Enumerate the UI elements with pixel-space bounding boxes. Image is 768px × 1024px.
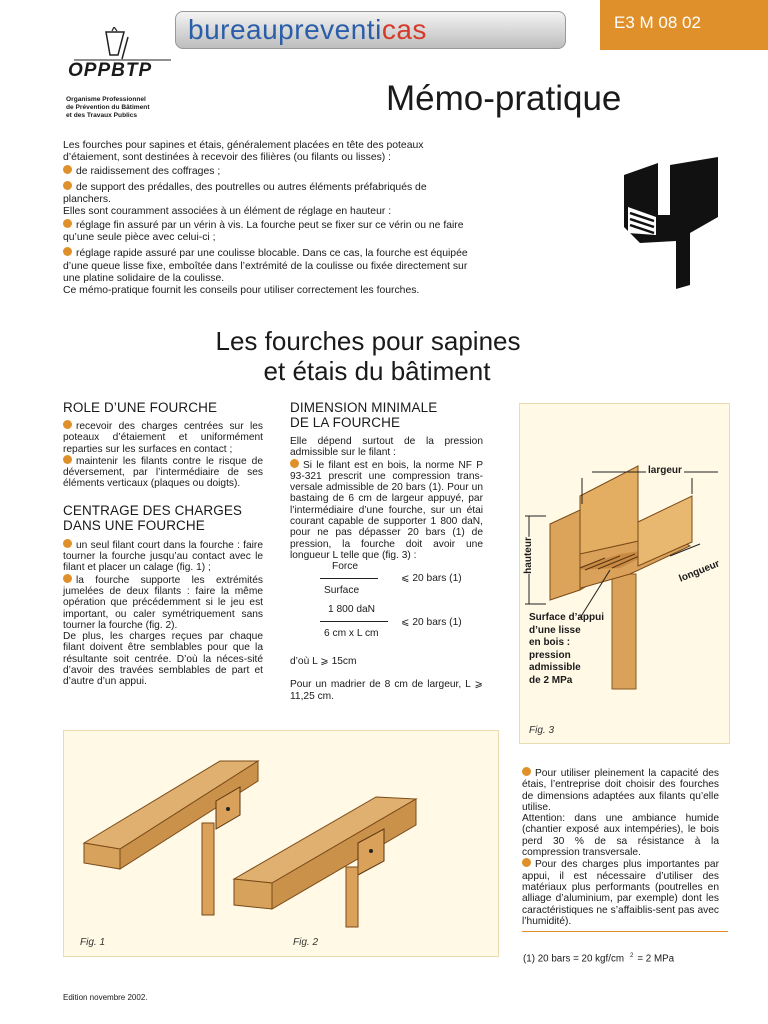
column-right	[522, 767, 719, 927]
bullet-icon	[63, 247, 72, 256]
intro-p1: Les fourches pour sapines et étais, généralement placées en tête des poteaux d’étaiement, sont destinées à recevoir des filières (ou filants ou lisses) :	[63, 140, 424, 164]
bullet-icon	[63, 539, 72, 548]
intro-block	[63, 140, 475, 298]
footnote: (1) 20 bars = 20 kgf/cm $^2$ = 2 MPa	[523, 953, 675, 965]
org-name	[66, 96, 150, 121]
formula-1-rhs: ⩽ 20 bars (1)	[401, 573, 462, 584]
label-largeur: largeur	[648, 465, 682, 476]
banner-text-main: bureaupreventi	[188, 14, 382, 45]
figures-1-2	[63, 730, 499, 957]
heading-dimension: DIMENSION MINIMALE DE LA FOURCHE	[290, 400, 438, 430]
main-title	[198, 326, 538, 386]
label-hauteur: hauteur	[522, 537, 534, 574]
intro-p2: Elles sont couramment associées à un élément de réglage en hauteur :	[63, 206, 392, 218]
intro-bullet-3: réglage fin assuré par un vérin à vis. La fourche peut se fixer sur ce vérin ou ne faire qu’une seule pièce avec celui-ci ;	[63, 219, 464, 244]
role-bullet-2: maintenir les filants contre le risque de déversement, par l’intermédiaire de ses éléments verticaux (plaques ou doigts).	[63, 455, 263, 490]
bullet-icon	[522, 858, 531, 867]
formula-1-denominator: Surface	[324, 585, 360, 596]
edition-note: Edition novembre 2002.	[63, 993, 148, 1002]
bullet-icon	[63, 181, 72, 190]
column-middle	[290, 400, 483, 561]
formula-2-denominator: 6 cm x L cm	[324, 628, 379, 639]
banner	[175, 11, 566, 49]
beam-fork-diagrams-icon	[64, 731, 498, 956]
right-bullet-3: Pour des charges plus importantes par appui, il est nécessaire d’utiliser des matériaux plus performants (poutrelles en alliage d’aluminium, par exemple) dont les caractéristiques ne s’affaiblis-sent pas avec l’humidité).	[522, 859, 719, 927]
doc-code-badge	[600, 0, 768, 50]
org-line-2: de Prévention du Bâtiment	[66, 104, 150, 112]
formula-2-rhs: ⩽ 20 bars (1)	[401, 617, 462, 628]
heading-role: ROLE D’UNE FOURCHE	[63, 400, 218, 415]
formula-2-numerator: 1 800 daN	[328, 604, 376, 615]
bullet-icon	[63, 455, 72, 464]
bullet-icon	[522, 767, 531, 776]
banner-text-accent: cas	[381, 14, 427, 45]
bullet-icon	[63, 165, 72, 174]
role-bullet-1: recevoir des charges centrées sur les poteaux d’étaiement et uniformément reparties sur les surfaces en contact ;	[63, 421, 263, 455]
formula-2-bar	[320, 621, 388, 622]
formula-1-bar	[320, 578, 378, 579]
intro-p3: Ce mémo-pratique fournit les conseils pour utiliser correctement les fourches.	[63, 285, 420, 297]
bullet-icon	[63, 574, 72, 583]
column-left	[63, 400, 263, 688]
fig3-caption: Surface d’appui d’une lisse en bois : pression admissible de 2 MPa	[529, 612, 605, 686]
doc-code: E3 M 08 02	[614, 13, 701, 32]
org-line-1: Organisme Professionnel	[66, 96, 146, 103]
result-2: Pour un madrier de 8 cm de largeur, L ⩾ 11,25 cm.	[290, 679, 483, 702]
dimension-para: Elle dépend surtout de la pression admissible sur le filant :	[290, 436, 483, 459]
bullet-icon	[290, 459, 299, 468]
figure-3	[519, 403, 730, 744]
centrage-bullet-1: un seul filant court dans la fourche : faire tourner la fourche jusqu’au contact avec le filant et placer un calage (fig. 1) ;	[63, 539, 263, 574]
bullet-icon	[63, 219, 72, 228]
memo-title: Mémo-pratique	[386, 79, 622, 118]
footnote-rule	[522, 931, 728, 932]
right-para-2: Attention: dans une ambiance humide (chantier exposé aux intempéries), le bois perd 30 % de sa résistance à la compression transversale.	[522, 813, 719, 859]
oppbtp-logo	[66, 27, 181, 82]
main-title-line-2: et étais du bâtiment	[263, 356, 491, 386]
formula-1-numerator: Force	[332, 561, 359, 572]
result-1: d’où L ⩾ 15cm	[290, 656, 357, 667]
intro-bullet-2: de support des prédalles, des poutrelles ou autres éléments préfabriqués de planchers.	[63, 181, 427, 206]
label-longueur: longueur	[677, 558, 722, 585]
fig2-label: Fig. 2	[293, 937, 319, 948]
fork-pictogram-icon	[618, 157, 728, 292]
heading-centrage: CENTRAGE DES CHARGES DANS UNE FOURCHE	[63, 502, 243, 533]
logo-text: OPPBTP	[68, 60, 153, 81]
bullet-icon	[63, 420, 72, 429]
fig3-label: Fig. 3	[529, 725, 555, 736]
centrage-para: De plus, les charges reçues par chaque filant doivent être semblables pour que la résultante soit centrée. D’où la néces-sité d’avoir des travées semblables de part et d’autre d’un appui.	[63, 631, 263, 688]
org-line-3: et des Travaux Publics	[66, 112, 138, 120]
fig1-label: Fig. 1	[80, 937, 106, 948]
right-bullet-1: Pour utiliser pleinement la capacité des étais, l’entreprise doit choisir des fourches de dimensions adaptées aux filants qu’elle utilise.	[522, 768, 719, 813]
centrage-bullet-2: la fourche supporte les extrémités jumelées de deux filants : faire la même opération que précédemment si le jeu est important, ou caler symétriquement sans tourner la fourche (fig. 2).	[63, 574, 263, 631]
formula-result	[290, 656, 483, 702]
intro-bullet-4: réglage rapide assuré par une coulisse blocable. Dans ce cas, la fourche est équipée d’une queue lisse fixe, emboîtée dans l’extrémité de la coulisse ou fixée directement sur une platine solidaire de la coulisse.	[63, 248, 468, 284]
intro-bullet-1: de raidissement des coffrages ;	[63, 165, 475, 178]
dimension-bullet-1: Si le filant est en bois, la norme NF P 93-321 prescrit une compression trans-versale admissible de 20 bars (1). Pour un bastaing de 6 cm de largeur appuyé, par l’intermédiaire d’une fourche, sur un étai courant capable de supporter 1 800 daN, pour ne pas dépasser 20 bars (1) de pression, la fourche doit avoir une longueur L telle que (fig. 3) :	[290, 459, 483, 561]
main-title-line-1: Les fourches pour sapines	[215, 326, 521, 356]
